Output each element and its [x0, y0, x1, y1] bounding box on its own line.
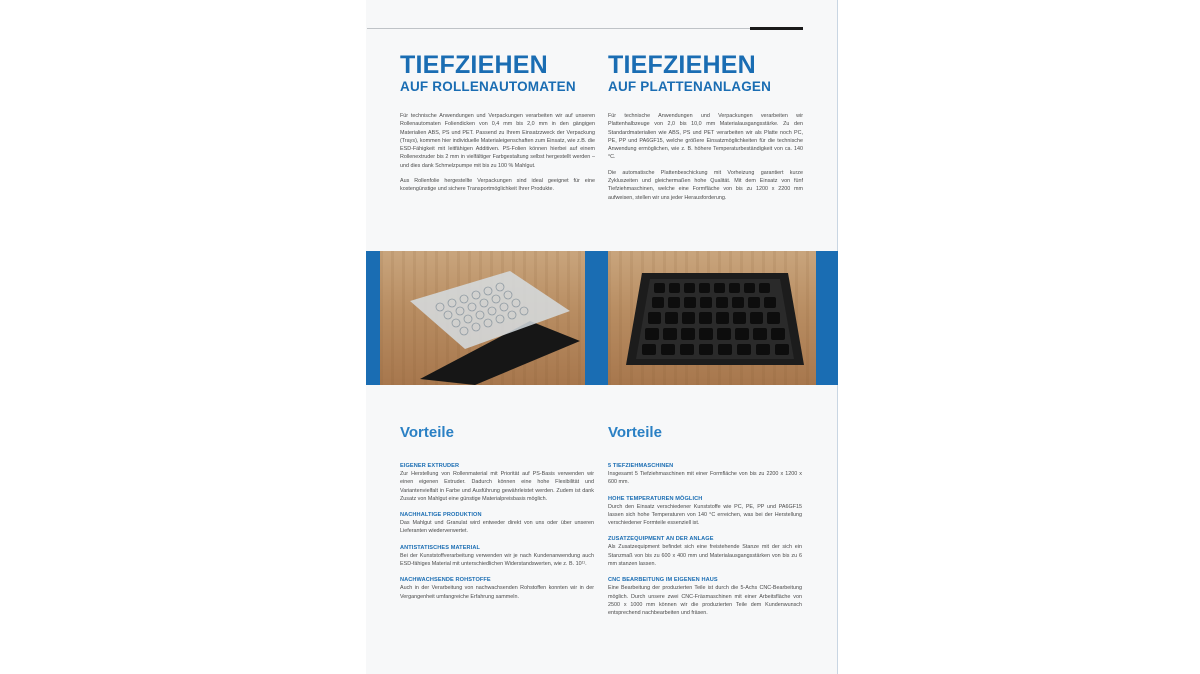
left-advantages-list [400, 462, 594, 609]
right-advantages-list [608, 462, 802, 626]
advantage-heading: NACHWACHSENDE ROHSTOFFE [400, 577, 491, 584]
advantage-text: Durch den Einsatz verschiedener Kunststoffe wie PC, PE, PP und PA6GF15 lassen sich hohe Temperaturen von 140 °C erreichen, was bei der Herstellung verschiedener Formteile essenziell ist. [608, 503, 802, 527]
advantage-text: Als Zusatzequipment befindet sich eine freistehende Stanze mit der sich ein Stanzmaß von bis zu 600 x 400 mm und Materialausgangsstärken von bis zu 6 mm stanzen lassen. [608, 544, 802, 568]
left-intro [400, 112, 595, 194]
right-intro-paragraph-1: Für technische Anwendungen und Verpackungen verarbeiten wir Plattenhalbzeuge von 2,0 bis 10,0 mm Materialausgangsstärke. Zu den Standardmaterialien wie ABS, PS und PET verarbeiten wir als Platte noch PC, PE, PP und PA6GF15, welche größere Einsatzmöglichkeiten für die technische Anwendung ermöglichen, wie z. B. höhere Temperaturbeständigkeit von ca. 140 °C. [608, 113, 803, 161]
left-title: TIEFZIEHEN [400, 51, 548, 79]
left-vorteile-heading: Vorteile [400, 424, 454, 441]
advantage-text: Das Mahlgut und Granulat wird entweder direkt von uns oder über unseren Lieferanten wiederverwertet. [400, 520, 594, 535]
photo-band-left [366, 251, 380, 385]
blister-trays-illustration [380, 251, 585, 385]
right-subtitle: AUF PLATTENANLAGEN [608, 79, 772, 94]
advantage-text: Zur Herstellung von Rollenmaterial mit Priorität auf PS-Basis verwenden wir einen eigenen Extruder. Dadurch können eine hohe Flexibilität und Variantenvielfalt in Farbe und Ausführung gewährleistet werden. Zudem ist dank Zusatz von Mahlgut eine günstige Materialpreisbasis möglich. [400, 471, 594, 502]
advantage-heading: CNC BEARBEITUNG IM EIGENEN HAUS [608, 577, 718, 584]
advantage-text: Auch in der Verarbeitung von nachwachsenden Rohstoffen konnten wir in der Vergangenheit umfangreiche Erfahrung sammeln. [400, 585, 594, 600]
right-vorteile-heading: Vorteile [608, 424, 662, 441]
right-title: TIEFZIEHEN [608, 51, 756, 79]
left-heading [400, 52, 595, 95]
advantage-heading: HOHE TEMPERATUREN MÖGLICH [608, 495, 703, 502]
photo-band-middle [585, 251, 608, 385]
clear-and-black-blister-trays-photo [380, 251, 585, 385]
right-intro [608, 112, 803, 202]
black-cavity-tray-photo [608, 251, 816, 385]
advantage-heading: NACHHALTIGE PRODUKTION [400, 512, 482, 519]
advantage-text: Insgesamt 5 Tiefziehmaschinen mit einer Formfläche von bis zu 2200 x 1200 x 600 mm. [608, 471, 802, 486]
left-intro-paragraph-2: Aus Rollenfolie hergestellte Verpackungen sind ideal geeignet für eine kostengünstige und sichere Transportmöglichkeit Ihrer Produkte. [400, 178, 595, 193]
top-accent-bar [750, 27, 803, 30]
advantage-heading: 5 TIEFZIEHMASCHINEN [608, 463, 674, 469]
advantage-text: Eine Bearbeitung der produzierten Teile ist durch die 5-Achs CNC-Bearbeitung möglich. Durch unsere zwei CNC-Fräsmaschinen mit einer Arbeitsfläche von 2500 x 1000 mm können wir die produzierten Teile dem Kundenwunsch entsprechend nachbearbeiten und fräsen. [608, 585, 802, 617]
top-rule [367, 28, 803, 29]
right-intro-paragraph-2: Die automatische Plattenbeschickung mit Vorheizung garantiert kurze Zykluszeiten und gleichermaßen hohe Qualität. Mit dem Einsatz von fünf Tiefziehmaschinen, welche eine Formfläche von bis zu 1200 x 2200 mm aufweisen, stellen wir uns jeder Herausforderung. [608, 169, 803, 201]
left-subtitle: AUF ROLLENAUTOMATEN [400, 79, 576, 94]
right-heading [608, 52, 803, 95]
advantage-heading: ZUSATZEQUIPMENT AN DER ANLAGE [608, 536, 714, 543]
photo-band-right [816, 251, 838, 385]
left-intro-paragraph-1: Für technische Anwendungen und Verpackungen verarbeiten wir auf unseren Rollenautomaten Foliendicken von 0,4 mm bis 2,0 mm in den gängigen Materialien ABS, PS und PET. Passend zu Ihrem Einsatzzweck der Verpackung (Trays), kommen hier individuelle Materialeigenschaften zum Einsatz, wie z.B. die ESD-Fähigkeit mit leitfähigen Additiven. PS-Folien können hierbei auf einem Rollenextruder bis 2 mm in vielfältiger Farbgestaltung selbst hergestellt werden – und dies dank Schmelzpumpe mit bis zu 100 % Mahlgut. [400, 113, 595, 169]
advantage-heading: EIGENER EXTRUDER [400, 463, 460, 469]
cavity-tray-illustration [608, 251, 816, 385]
advantage-text: Bei der Kunststoffverarbeitung verwenden wir je nach Kundenanwendung auch ESD-fähiges Material mit unterschiedlichen Widerstandswerten, wie z. B. 10¹¹. [400, 552, 594, 568]
advantage-heading: ANTISTATISCHES MATERIAL [400, 544, 480, 551]
